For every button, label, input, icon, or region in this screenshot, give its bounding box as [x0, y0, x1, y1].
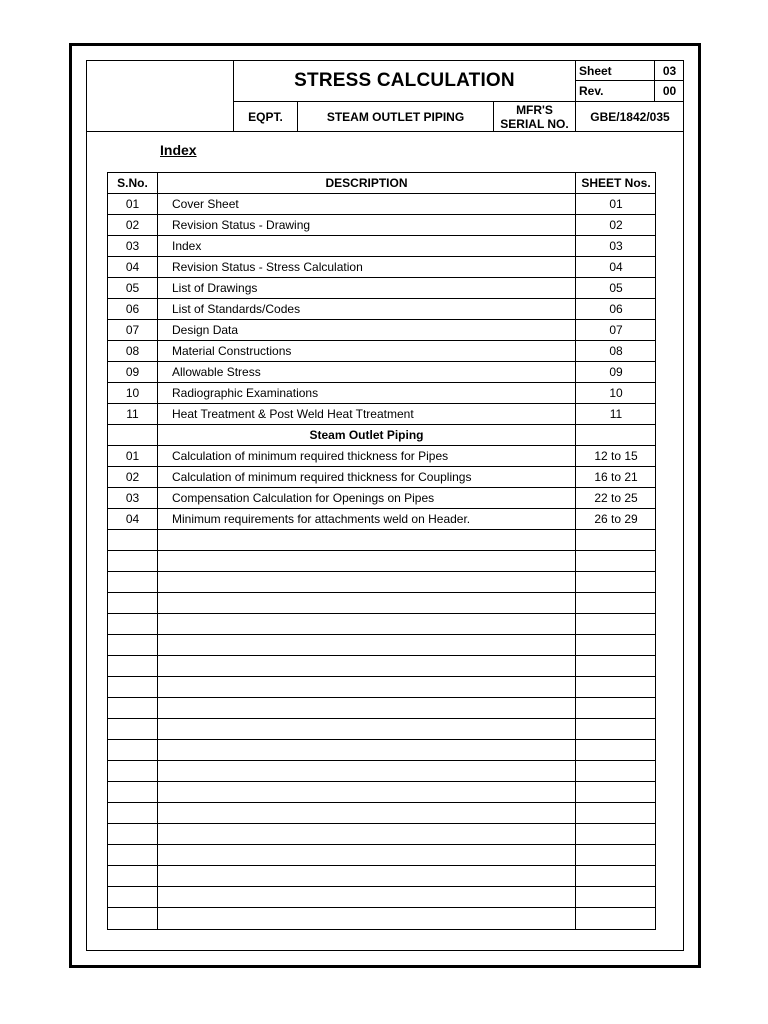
cell-sno	[108, 656, 158, 676]
cell-description: Compensation Calculation for Openings on Pipes	[158, 488, 576, 508]
cell-sno	[108, 824, 158, 844]
cell-sno	[108, 551, 158, 571]
cell-sheet-nos: 04	[609, 260, 623, 274]
table-row	[108, 383, 655, 404]
cell-sno	[108, 761, 158, 781]
table-row	[108, 887, 655, 908]
cell-sno	[108, 782, 158, 802]
table-header-row	[108, 173, 655, 194]
cell-description: Minimum requirements for attachments weld on Header.	[158, 509, 576, 529]
cell-description: Material Constructions	[158, 341, 576, 361]
header-description: DESCRIPTION	[158, 173, 576, 193]
cell-sno	[108, 572, 158, 592]
serial-label-line-1: MFR'S	[516, 102, 553, 117]
table-row	[108, 215, 655, 236]
cell-sno: 03	[108, 236, 158, 256]
table-row	[108, 845, 655, 866]
table-row	[108, 488, 655, 509]
serial-label	[494, 102, 575, 131]
cell-sheet-nos: 07	[609, 323, 623, 337]
cell-description	[158, 530, 576, 550]
cell-sheet-nos: 03	[609, 239, 623, 253]
rev-label: Rev.	[579, 84, 604, 98]
cell-sheet-nos	[577, 572, 655, 592]
index-heading: Index	[160, 142, 197, 158]
cell-sheet-nos	[577, 803, 655, 823]
cell-sno	[108, 719, 158, 739]
index-table	[107, 172, 656, 930]
table-row	[108, 656, 655, 677]
cell-description: Calculation of minimum required thickness for Pipes	[158, 446, 576, 466]
table-row	[108, 341, 655, 362]
rev-value: 00	[662, 84, 677, 98]
cell-sheet-nos	[577, 614, 655, 634]
cell-sheet-nos	[577, 782, 655, 802]
cell-sheet-nos	[577, 635, 655, 655]
table-row	[108, 803, 655, 824]
cell-sno: 06	[108, 299, 158, 319]
table-row	[108, 593, 655, 614]
cell-sheet-nos: 02	[609, 218, 623, 232]
cell-description	[158, 866, 576, 886]
cell-description	[158, 656, 576, 676]
cell-sheet-nos	[577, 551, 655, 571]
cell-description	[158, 593, 576, 613]
cell-sheet-nos	[577, 656, 655, 676]
table-row	[108, 782, 655, 803]
table-subheader-row	[108, 425, 655, 446]
cell-sheet-nos: 09	[609, 365, 623, 379]
cell-sheet-nos	[577, 530, 655, 550]
cell-sheet-nos: 22 to 25	[594, 491, 638, 505]
cell-sno	[108, 740, 158, 760]
cell-sno: 03	[108, 488, 158, 508]
cell-sno: 07	[108, 320, 158, 340]
cell-sno	[108, 425, 158, 445]
table-row	[108, 446, 655, 467]
cell-sheet-nos: 16 to 21	[594, 470, 638, 484]
cell-sno: 02	[108, 215, 158, 235]
cell-sno: 04	[108, 257, 158, 277]
cell-sheet-nos	[577, 719, 655, 739]
cell-description: List of Standards/Codes	[158, 299, 576, 319]
cell-description: Design Data	[158, 320, 576, 340]
header-sheet-nos: SHEET Nos.	[581, 176, 651, 190]
cell-sno	[108, 593, 158, 613]
table-row	[108, 719, 655, 740]
table-row	[108, 698, 655, 719]
cell-sheet-nos: 10	[609, 386, 623, 400]
cell-sno	[108, 887, 158, 907]
table-row	[108, 824, 655, 845]
eqpt-label: EQPT.	[248, 109, 283, 124]
cell-description: Heat Treatment & Post Weld Heat Ttreatment	[158, 404, 576, 424]
cell-description	[158, 887, 576, 907]
table-row	[108, 194, 655, 215]
cell-description	[158, 761, 576, 781]
cell-sno: 11	[108, 404, 158, 424]
table-row	[108, 908, 655, 929]
table-row	[108, 551, 655, 572]
cell-sheet-nos: 26 to 29	[594, 512, 638, 526]
table-row	[108, 467, 655, 488]
cell-sno: 10	[108, 383, 158, 403]
cell-sno: 04	[108, 509, 158, 529]
cell-sheet-nos: 05	[609, 281, 623, 295]
cell-description	[158, 677, 576, 697]
cell-description	[158, 635, 576, 655]
cell-description	[158, 614, 576, 634]
cell-sheet-nos	[577, 845, 655, 865]
cell-description: Steam Outlet Piping	[158, 425, 576, 445]
cell-sheet-nos	[577, 425, 655, 445]
cell-description: Cover Sheet	[158, 194, 576, 214]
table-row	[108, 866, 655, 887]
cell-description	[158, 572, 576, 592]
cell-sheet-nos: 11	[609, 407, 623, 421]
cell-sheet-nos	[577, 824, 655, 844]
cell-description	[158, 551, 576, 571]
cell-description	[158, 845, 576, 865]
cell-sheet-nos	[577, 698, 655, 718]
cell-sno	[108, 908, 158, 929]
table-row	[108, 740, 655, 761]
eqpt-value: STEAM OUTLET PIPING	[326, 109, 465, 124]
table-row	[108, 404, 655, 425]
table-row	[108, 278, 655, 299]
cell-sheet-nos	[577, 887, 655, 907]
cell-sno	[108, 635, 158, 655]
cell-sheet-nos	[577, 761, 655, 781]
serial-label-line-2: SERIAL NO.	[500, 116, 569, 131]
cell-sno: 09	[108, 362, 158, 382]
cell-description: Radiographic Examinations	[158, 383, 576, 403]
header-divider	[86, 131, 684, 132]
table-row	[108, 677, 655, 698]
cell-sheet-nos	[577, 908, 655, 929]
cell-description: Calculation of minimum required thickness for Couplings	[158, 467, 576, 487]
table-row	[108, 236, 655, 257]
cell-sheet-nos: 01	[609, 197, 623, 211]
cell-sheet-nos: 12 to 15	[594, 449, 638, 463]
cell-description	[158, 698, 576, 718]
cell-sno	[108, 614, 158, 634]
cell-sheet-nos	[577, 593, 655, 613]
cell-sno	[108, 866, 158, 886]
table-row	[108, 614, 655, 635]
cell-sno	[108, 677, 158, 697]
serial-value: GBE/1842/035	[590, 109, 670, 124]
cell-description: Allowable Stress	[158, 362, 576, 382]
cell-description	[158, 824, 576, 844]
table-row	[108, 761, 655, 782]
cell-sno	[108, 698, 158, 718]
cell-description	[158, 803, 576, 823]
document-title: STRESS CALCULATION	[294, 69, 515, 91]
cell-sno	[108, 803, 158, 823]
cell-sheet-nos: 08	[609, 344, 623, 358]
cell-description: List of Drawings	[158, 278, 576, 298]
cell-sheet-nos	[577, 740, 655, 760]
cell-description: Index	[158, 236, 576, 256]
cell-description	[158, 782, 576, 802]
cell-sheet-nos: 06	[609, 302, 623, 316]
sheet-label: Sheet	[579, 63, 612, 78]
table-row	[108, 572, 655, 593]
table-row	[108, 509, 655, 530]
cell-sno: 01	[108, 194, 158, 214]
table-row	[108, 635, 655, 656]
cell-description: Revision Status - Drawing	[158, 215, 576, 235]
table-row	[108, 362, 655, 383]
cell-sno	[108, 530, 158, 550]
table-row	[108, 257, 655, 278]
cell-sno: 01	[108, 446, 158, 466]
cell-sno: 05	[108, 278, 158, 298]
cell-sno	[108, 845, 158, 865]
cell-description	[158, 908, 576, 929]
table-row	[108, 530, 655, 551]
cell-sno: 02	[108, 467, 158, 487]
cell-description	[158, 740, 576, 760]
cell-sheet-nos	[577, 677, 655, 697]
cell-description: Revision Status - Stress Calculation	[158, 257, 576, 277]
table-row	[108, 299, 655, 320]
header-sno: S.No.	[108, 173, 158, 193]
cell-sheet-nos	[577, 866, 655, 886]
cell-sno: 08	[108, 341, 158, 361]
cell-description	[158, 719, 576, 739]
table-row	[108, 320, 655, 341]
sheet-value: 03	[662, 63, 677, 78]
